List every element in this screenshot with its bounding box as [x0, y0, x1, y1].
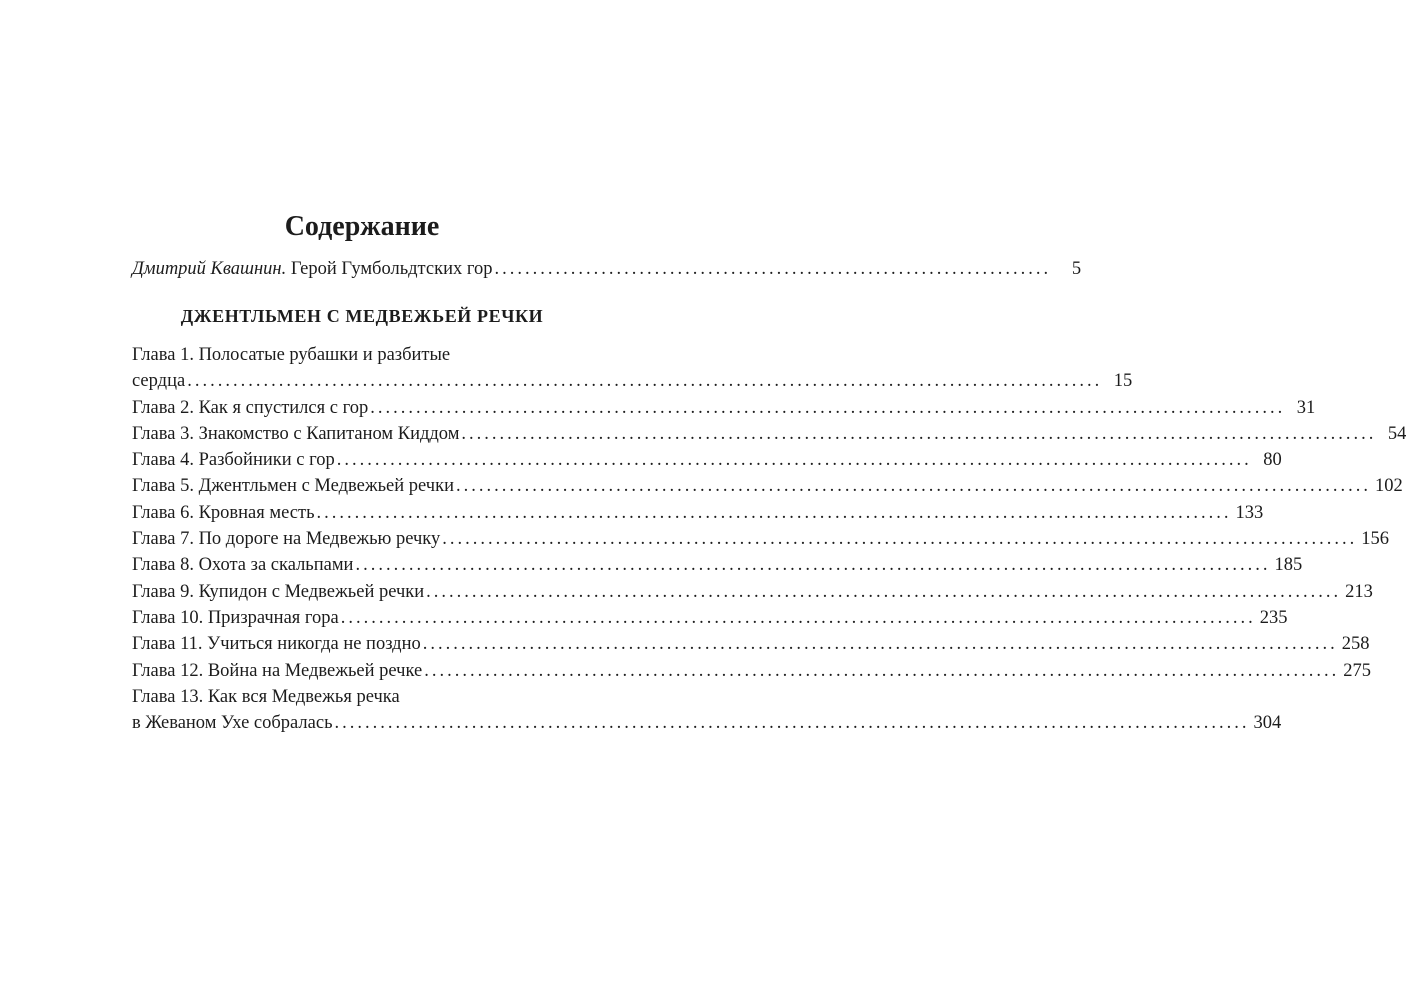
leader-dots: ........................................................................................................................	[187, 371, 1103, 392]
chapter-page-number: 213	[1345, 581, 1373, 602]
chapter-title: Глава 8. Охота за скальпами	[132, 555, 354, 576]
chapter-page-number: 304	[1253, 713, 1282, 734]
chapter-page-number: 102	[1375, 476, 1403, 497]
toc-entry	[132, 395, 1316, 421]
chapter-line	[132, 526, 1390, 552]
chapter-title-line: Глава 13. Как вся Медвежья речка	[132, 686, 400, 707]
chapter-title: Глава 11. Учиться никогда не поздно	[132, 634, 421, 655]
toc-entry	[132, 342, 1133, 395]
chapter-title: Глава 3. Знакомство с Капитаном Киддом	[132, 423, 460, 444]
foreword-title: Герой Гумбольдтских гор	[290, 259, 493, 279]
chapter-title-line: Глава 1. Полосатые рубашки и разбитые	[132, 345, 451, 365]
chapter-line	[132, 631, 1370, 657]
leader-dots: ........................................................................................................................	[426, 581, 1342, 602]
chapter-title: Глава 9. Купидон с Медвежьей речки	[132, 581, 425, 602]
chapter-title: Глава 2. Как я спустился с гор	[132, 397, 369, 418]
section-heading: ДЖЕНТЛЬМЕН С МЕДВЕЖЬЕЙ РЕЧКИ	[180, 306, 544, 326]
toc-entry	[132, 447, 1282, 473]
chapter-line	[132, 658, 1371, 684]
chapter-page-number: 185	[1274, 555, 1303, 576]
toc-entry	[132, 684, 1282, 737]
chapter-page-number: 275	[1343, 660, 1371, 681]
chapter-line	[132, 579, 1373, 605]
chapter-line	[132, 710, 1282, 736]
toc-entry	[132, 631, 1370, 657]
chapter-title: Глава 7. По дороге на Медвежью речку	[132, 529, 441, 550]
chapter-title: Глава 5. Джентльмен с Медвежьей речки	[132, 476, 454, 497]
foreword-line	[132, 256, 1082, 282]
chapter-page-number: 31	[1296, 397, 1316, 418]
leader-dots: ........................................................................................................................	[422, 634, 1338, 655]
leader-dots: ........................................................................................................................	[340, 607, 1256, 628]
toc-entry	[132, 552, 1303, 578]
foreword-page: 5	[1071, 259, 1082, 279]
leader-dots: ........................................................................................................................	[461, 423, 1377, 444]
toc-entry	[132, 579, 1373, 605]
toc-entry	[132, 526, 1390, 552]
chapter-title: Глава 10. Призрачная гора	[132, 607, 339, 628]
leader-dots: ........................................................................................................................	[336, 450, 1252, 471]
chapter-title: в Жеваном Ухе собралась	[132, 713, 333, 734]
chapter-title: Глава 12. Война на Медвежьей речке	[132, 660, 423, 681]
chapter-list	[132, 342, 1406, 736]
toc-entry	[132, 421, 1406, 447]
chapter-line	[132, 368, 1133, 394]
toc-entry	[132, 605, 1288, 631]
chapter-page-number: 15	[1113, 371, 1133, 392]
leader-dots: ........................................................................................................................	[456, 476, 1371, 497]
leader-dots: ........................................................................................................................	[355, 555, 1271, 576]
chapter-line	[132, 395, 1316, 421]
chapter-line	[132, 605, 1288, 631]
leader-dots: ........................................................................................................................	[370, 397, 1286, 418]
chapter-page-number: 258	[1341, 634, 1370, 655]
leader-dots: ........................................................................................................................	[424, 660, 1340, 681]
foreword-author: Дмитрий Квашнин.	[132, 259, 287, 279]
foreword-entry	[132, 256, 1082, 282]
chapter-page-number: 133	[1235, 502, 1264, 523]
chapter-line	[132, 421, 1406, 447]
leader-dots: ........................................................................................................................	[442, 529, 1358, 550]
chapter-line	[132, 552, 1303, 578]
chapter-page-number: 80	[1263, 450, 1282, 471]
chapter-page-number: 235	[1259, 607, 1288, 628]
toc-entry	[132, 473, 1403, 499]
chapter-title: Глава 6. Кровная месть	[132, 502, 315, 523]
toc-entry	[132, 658, 1371, 684]
chapter-line	[132, 473, 1403, 499]
chapter-title: сердца	[132, 371, 186, 392]
leader-dots: ........................................................................................................................	[316, 502, 1232, 523]
leader-dots: ........................................................................................................................	[334, 713, 1250, 734]
page-title: Содержание	[284, 211, 440, 242]
chapter-title: Глава 4. Разбойники с гор	[132, 450, 335, 471]
toc-entry	[132, 500, 1264, 526]
chapter-page-number: 156	[1361, 529, 1390, 550]
chapter-line	[132, 500, 1264, 526]
chapter-page-number: 54	[1387, 423, 1406, 444]
chapter-line	[132, 447, 1282, 473]
leader-dots: .........................................................................	[494, 259, 1052, 279]
